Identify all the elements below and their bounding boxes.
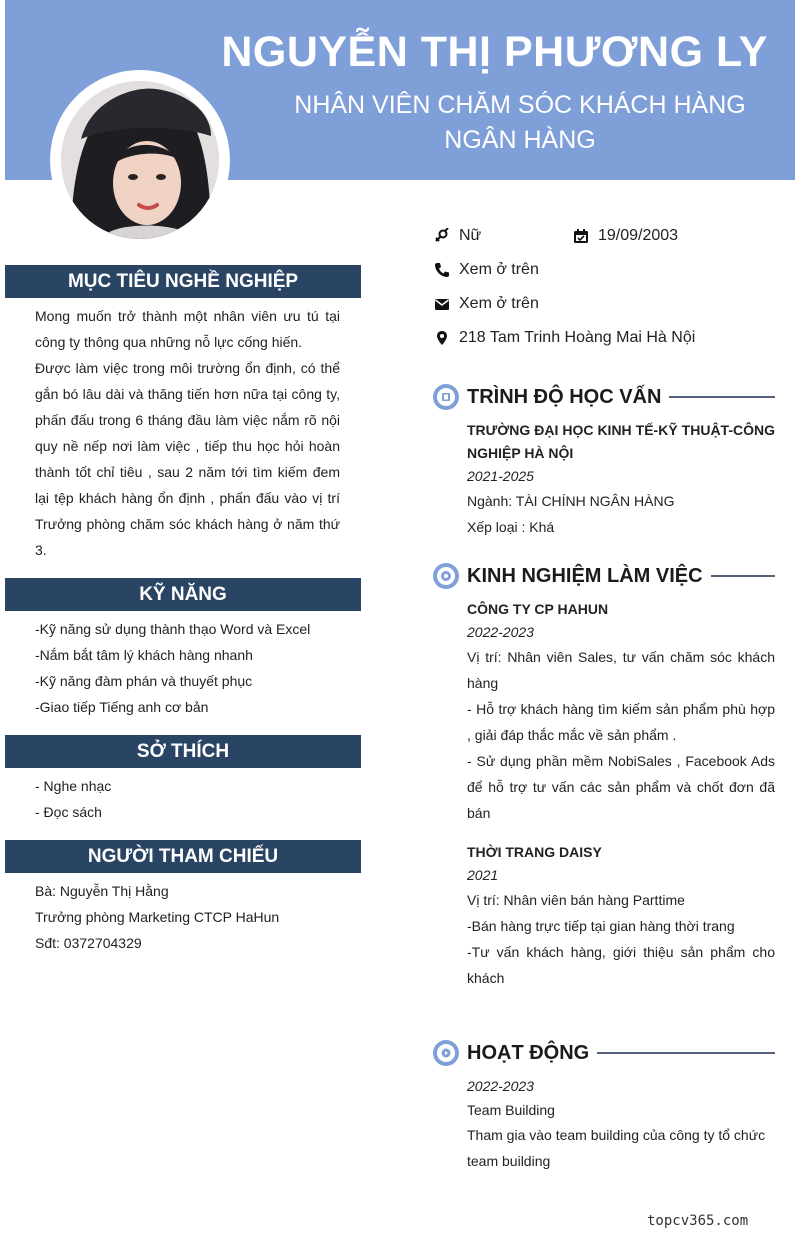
job-detail: - Hỗ trợ khách hàng tìm kiếm sản phẩm phù hợp , giải đáp thắc mắc về sản phẩm .	[467, 701, 775, 743]
experience-heading: KINH NGHIỆM LÀM VIỆC	[467, 564, 703, 587]
birthdate-value: 19/09/2003	[598, 227, 679, 244]
location-pin-icon	[434, 330, 450, 346]
job-detail: -Bán hàng trực tiếp tại gian hàng thời trang	[467, 918, 735, 934]
activities-section-header	[433, 1038, 775, 1068]
gender-row	[434, 227, 481, 245]
birthdate-row	[573, 227, 678, 245]
objective-heading: MỤC TIÊU NGHỀ NGHIỆP	[5, 265, 361, 298]
watermark: topcv365.com	[647, 1213, 749, 1229]
job-detail: - Sử dụng phần mềm NobiSales , Facebook Ads để hỗ trợ tư vấn các sản phẩm và chốt đơn đã bán	[467, 753, 775, 821]
phone-row	[434, 261, 539, 279]
education-grade: Xếp loại : Khá	[467, 519, 555, 535]
list-item: -Kỹ năng đàm phán và thuyết phục	[35, 673, 253, 689]
list-item: -Nắm bắt tâm lý khách hàng nhanh	[35, 647, 253, 663]
job-entry	[467, 598, 775, 826]
job-entry	[467, 841, 775, 991]
job-detail: Vị trí: Nhân viên Sales, tư vấn chăm sóc khách hàng	[467, 649, 775, 691]
address-value: 218 Tam Trinh Hoàng Mai Hà Nội	[459, 329, 696, 346]
list-item: -Kỹ năng sử dụng thành thạo Word và Excel	[35, 621, 311, 637]
company-name: CÔNG TY CP HAHUN	[467, 601, 609, 617]
avatar	[61, 81, 219, 239]
job-detail: -Tư vấn khách hàng, giới thiệu sản phẩm cho khách	[467, 944, 775, 986]
objective-text	[35, 303, 340, 563]
address-row	[434, 329, 695, 347]
divider	[711, 575, 775, 577]
divider	[669, 396, 775, 398]
activity-entry	[467, 1075, 775, 1174]
job-detail: Vị trí: Nhân viên bán hàng Parttime	[467, 892, 685, 908]
experience-section-header	[433, 561, 775, 591]
gender-value: Nữ	[459, 227, 482, 244]
activity-description: Tham gia vào team building của công ty tổ chức team building	[467, 1127, 766, 1169]
list-item: - Đọc sách	[35, 804, 102, 820]
avatar-frame	[50, 70, 230, 250]
company-name: THỜI TRANG DAISY	[467, 844, 602, 860]
email-icon	[434, 296, 450, 312]
job-title: NHÂN VIÊN CHĂM SÓC KHÁCH HÀNG NGÂN HÀNG	[294, 91, 746, 154]
calendar-icon	[573, 228, 589, 244]
phone-value: Xem ở trên	[459, 261, 539, 278]
hobbies-list	[35, 773, 340, 825]
school-name: TRƯỜNG ĐẠI HỌC KINH TẾ-KỸ THUẬT-CÔNG NGHIỆP HÀ NỘI	[467, 422, 775, 461]
list-item: -Giao tiếp Tiếng anh cơ bản	[35, 699, 209, 715]
education-period: 2021-2025	[467, 468, 534, 484]
phone-icon	[434, 262, 450, 278]
education-content	[467, 419, 775, 540]
play-icon	[433, 1040, 459, 1066]
reference-phone: Sđt: 0372704329	[35, 935, 142, 951]
education-section-header	[433, 382, 775, 412]
job-period: 2022-2023	[467, 624, 534, 640]
objective-paragraph-1: Mong muốn trở thành một nhân viên ưu tú tại công ty thông qua những nỗ lực cống hiến.	[35, 308, 340, 350]
education-heading: TRÌNH ĐỘ HỌC VẤN	[467, 385, 662, 408]
reference-name: Bà: Nguyễn Thị Hằng	[35, 883, 169, 899]
candidate-name: NGUYỄN THỊ PHƯƠNG LY	[221, 28, 768, 76]
gender-icon	[434, 228, 450, 244]
skills-heading: KỸ NĂNG	[5, 578, 361, 611]
reference-position: Trưởng phòng Marketing CTCP HaHun	[35, 909, 280, 925]
activity-name: Team Building	[467, 1102, 555, 1118]
job-period: 2021	[467, 867, 499, 883]
gear-icon	[433, 563, 459, 589]
activity-period: 2022-2023	[467, 1078, 534, 1094]
references-list	[35, 878, 340, 956]
divider	[597, 1052, 775, 1054]
email-value: Xem ở trên	[459, 295, 539, 312]
objective-paragraph-2: Được làm việc trong môi trường ổn định, có thể gắn bó lâu dài và thăng tiến hơn nữa tại công ty, phấn đấu trong 6 tháng đầu làm việc nắm rõ nội quy nề nếp nơi làm việc , tiếp thu học hỏi hoàn thành tốt chỉ tiêu , sau 2 năm tới tìm kiếm đem lại tệp khách hàng ổn định , phấn đấu vào vị trí Trưởng phòng chăm sóc khách hàng ở năm thứ 3.	[35, 360, 340, 558]
hobbies-heading: SỞ THÍCH	[5, 735, 361, 768]
email-row	[434, 295, 539, 313]
book-icon	[433, 384, 459, 410]
education-major: Ngành: TÀI CHÍNH NGÂN HÀNG	[467, 493, 675, 509]
activities-heading: HOẠT ĐỘNG	[467, 1041, 590, 1064]
references-heading: NGƯỜI THAM CHIẾU	[5, 840, 361, 873]
list-item: - Nghe nhạc	[35, 778, 112, 794]
skills-list	[35, 616, 340, 720]
